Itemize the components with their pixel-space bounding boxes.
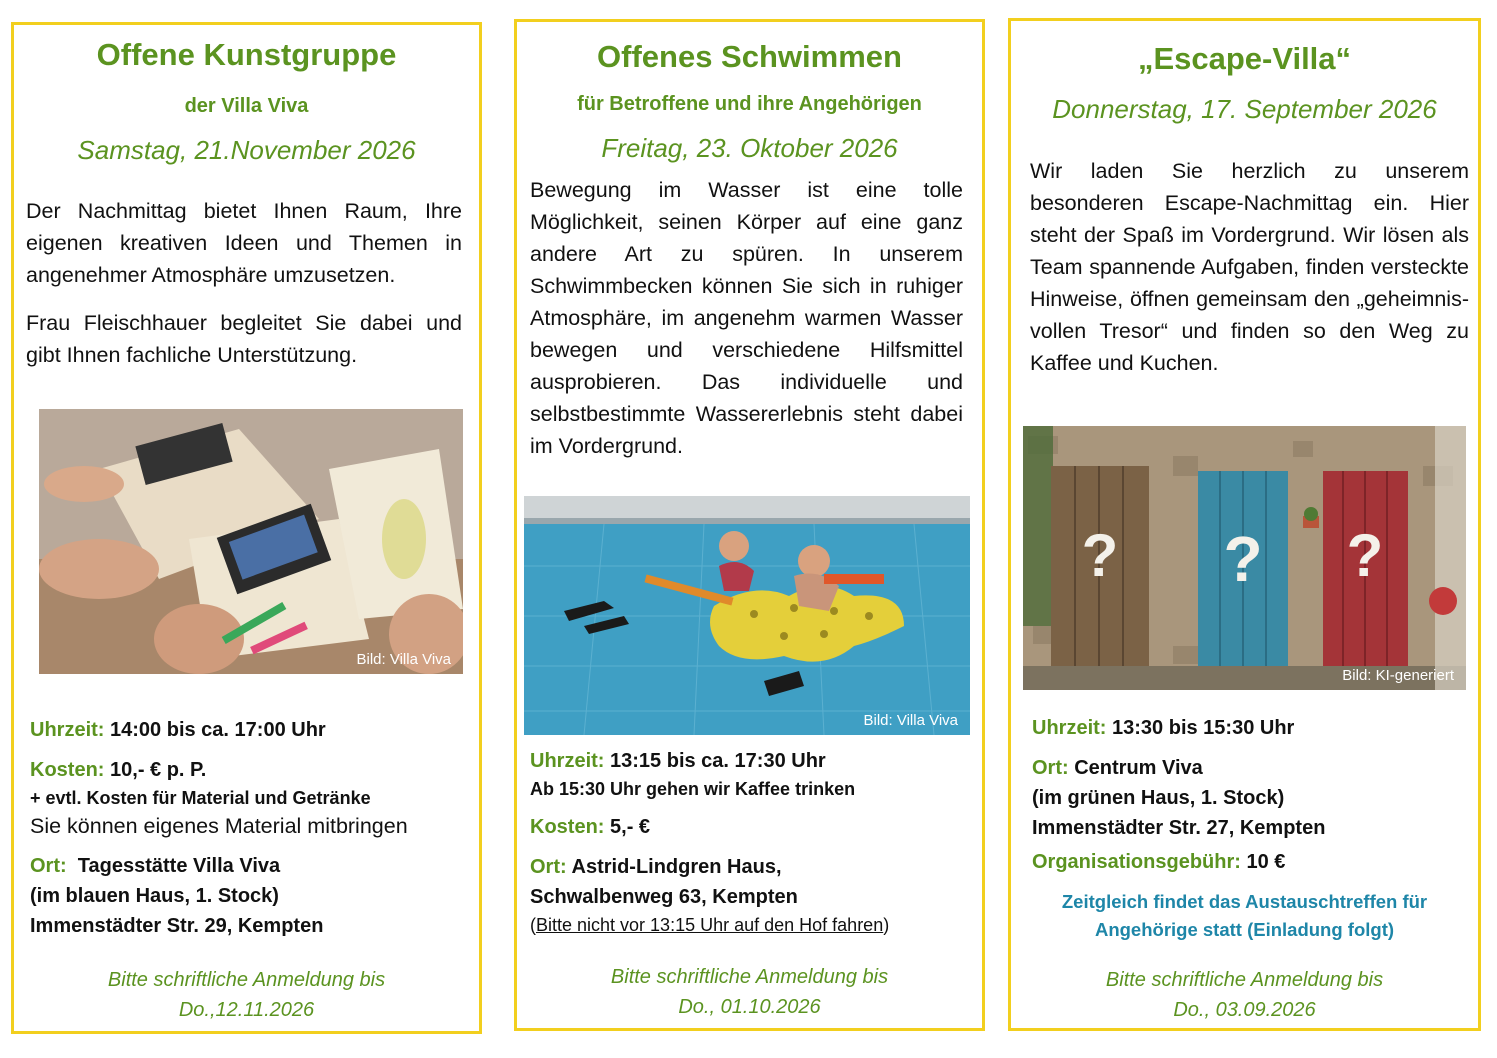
place-row: [1032, 753, 1472, 783]
cost-note: Sie können eigenes Material mitbringen: [30, 814, 408, 838]
time-extra: Ab 15:30 Uhr gehen wir Kaffee trinken: [530, 779, 856, 799]
card-escape-villa: [1008, 18, 1481, 1031]
time-label: Uhrzeit:: [30, 719, 105, 741]
place-label: Ort:: [530, 856, 567, 878]
time-value: 13:30 bis 15:30 Uhr: [1112, 717, 1295, 739]
registration-deadline: Do., 03.09.2026: [1173, 999, 1316, 1021]
event-details: [1032, 713, 1472, 877]
svg-text:?: ?: [1223, 523, 1263, 595]
place-line-2: Schwalbenweg 63, Kempten: [530, 886, 798, 908]
doors-photo: [1023, 426, 1466, 690]
parking-note-text: Bitte nicht vor 13:15 Uhr auf den Hof fahren: [536, 915, 884, 935]
cost-row: [530, 812, 980, 842]
card-kunstgruppe: [11, 22, 482, 1034]
time-value: 14:00 bis ca. 17:00 Uhr: [110, 719, 326, 741]
time-row: [530, 746, 980, 776]
cost-row: [30, 755, 480, 785]
place-label: Ort:: [30, 855, 67, 877]
place-line-2: (im blauen Haus, 1. Stock): [30, 885, 279, 907]
card-title: Offene Kunstgruppe: [96, 37, 397, 72]
description: [26, 195, 462, 371]
registration-deadline: Do., 01.10.2026: [678, 996, 821, 1018]
photo-credit: Bild: KI-generiert: [1342, 667, 1454, 684]
registration-line-1: Bitte schriftliche Anmeldung bis: [1105, 969, 1384, 991]
event-date: Freitag, 23. Oktober 2026: [601, 133, 898, 163]
event-details: [530, 746, 980, 938]
parking-note: (Bitte nicht vor 13:15 Uhr auf den Hof fahren): [530, 915, 890, 935]
cost-label: Kosten:: [530, 816, 605, 838]
place-line-2: (im grünen Haus, 1. Stock): [1032, 787, 1285, 809]
place-value: Centrum Viva: [1074, 757, 1203, 779]
fee-value: 10 €: [1246, 851, 1286, 873]
cost-value: 10,- € p. P.: [110, 759, 207, 781]
parallel-meeting-note: [1011, 888, 1478, 944]
cost-label: Kosten:: [30, 759, 105, 781]
event-date: Donnerstag, 17. September 2026: [1052, 94, 1437, 124]
place-row: [530, 852, 980, 882]
registration-note: [517, 962, 982, 1022]
place-value: Astrid-Lindgren Haus,: [571, 856, 782, 878]
registration-line-1: Bitte schriftliche Anmeldung bis: [610, 966, 889, 988]
cost-extra: + evtl. Kosten für Material und Getränke: [30, 788, 371, 808]
art-photo: [39, 409, 463, 674]
description: [1030, 155, 1469, 379]
svg-text:?: ?: [1081, 522, 1119, 589]
time-label: Uhrzeit:: [530, 750, 605, 772]
registration-line-1: Bitte schriftliche Anmeldung bis: [107, 969, 386, 991]
description-paragraph-1: Bewegung im Wasser ist eine tolle Möglichkeit, seinen Körper auf eine ganz andere Art zu spüren. In unserem Schwimmbecken können Sie sich in ruhiger Atmosphäre, im angenehm warmen Wasser bewegen und verschiedene Hilfsmittel ausprobieren. Das individuelle und selbstbestimmte Wassererlebnis steht dabei im Vordergrund.: [530, 178, 963, 458]
description: [530, 174, 963, 462]
event-date: Samstag, 21.November 2026: [77, 135, 416, 165]
description-paragraph-1: Wir laden Sie herzlich zu unserem besonderen Escape-Nachmittag ein. Hier steht der Spaß im Vordergrund. Wir lösen als Team spannende Aufgaben, finden versteckte Hinweise, öffnen gemeinsam den „geheimnis-vollen Tresor“ und finden so den Weg zu Kaffee und Kuchen.: [1030, 159, 1469, 375]
photo-credit: Bild: Villa Viva: [356, 651, 451, 668]
registration-deadline: Do.,12.11.2026: [178, 999, 315, 1021]
card-schwimmen: [514, 19, 985, 1031]
place-line-3: Immenstädter Str. 29, Kempten: [30, 915, 324, 937]
fee-row: [1032, 847, 1472, 877]
time-row: [1032, 713, 1472, 743]
place-line-3: Immenstädter Str. 27, Kempten: [1032, 817, 1326, 839]
note-line-2: Angehörige statt (Einladung folgt): [1094, 919, 1395, 940]
card-subtitle: für Betroffene und ihre Angehörigen: [577, 93, 922, 115]
time-label: Uhrzeit:: [1032, 717, 1107, 739]
place-label: Ort:: [1032, 757, 1069, 779]
registration-note: [14, 965, 479, 1025]
place-value: Tagesstätte Villa Viva: [77, 855, 281, 877]
time-row: [30, 715, 480, 745]
place-row: [30, 851, 480, 881]
card-title: Offenes Schwimmen: [597, 39, 902, 74]
svg-text:?: ?: [1346, 522, 1384, 589]
cost-value: 5,- €: [610, 816, 651, 838]
photo-credit: Bild: Villa Viva: [863, 712, 958, 729]
description-paragraph-1: Der Nachmittag bietet Ihnen Raum, Ihre eigenen kreativen Ideen und Themen in angenehmer Atmosphäre umzusetzen.: [26, 199, 462, 287]
event-details: [30, 715, 480, 941]
card-title: „Escape-Villa“: [1137, 41, 1352, 76]
description-paragraph-2: Frau Fleischhauer begleitet Sie dabei und gibt Ihnen fachliche Unterstützung.: [26, 311, 462, 367]
time-value: 13:15 bis ca. 17:30 Uhr: [610, 750, 826, 772]
fee-label: Organisationsgebühr:: [1032, 851, 1241, 873]
swimming-photo: [524, 496, 970, 735]
registration-note: [1011, 965, 1478, 1025]
note-line-1: Zeitgleich findet das Austauschtreffen für: [1061, 891, 1428, 912]
card-subtitle: der Villa Viva: [184, 95, 309, 117]
